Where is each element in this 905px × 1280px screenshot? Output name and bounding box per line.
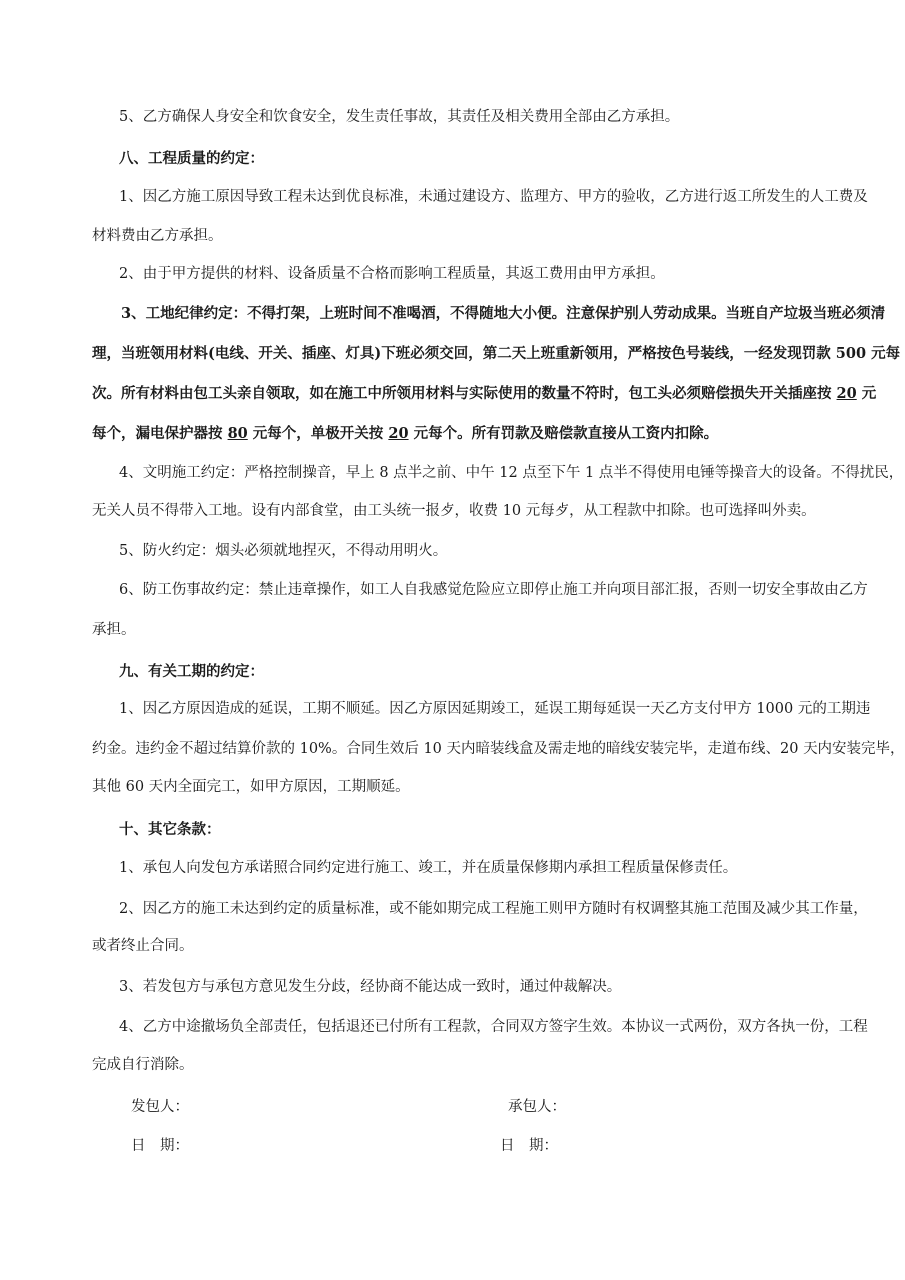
breaker-fine-amount: 80 [227, 425, 248, 442]
clause-10-3: 3、若发包方与承包方意见发生分歧，经协商不能达成一致时，通过仲裁解决。 [119, 979, 622, 995]
section-10-heading: 十、其它条款： [119, 821, 221, 838]
clause-8-4-line-2: 无关人员不得带入工地。设有内部食堂，由工头统一报歺，收费 10 元每歺，从工程款中扣除。也可选择叫外卖。 [92, 503, 816, 519]
clause-8-3-line-3-unit: 元 [856, 385, 877, 402]
clause-10-4-line-1: 4、乙方中途撤场负全部责任，包括退还已付所有工程款，合同双方签字生效。本协议一式两份，双方各执一份，工程 [119, 1019, 868, 1035]
clause-8-3-line-3-text: 次。所有材料由包工头亲自领取，如在施工中所领用材料与实际使用的数量不符时，包工头必须赔偿损失开关插座按 [92, 385, 837, 402]
clause-8-3-line-1: 3、工地纪律约定：不得打架，上班时间不准喝酒，不得随地大小便。注意保护别人劳动成果。当班自产垃圾当班必须清 [121, 305, 886, 322]
clause-8-3-line-4-text-b: 元每个，单极开关按 [247, 425, 389, 442]
socket-fine-amount: 20 [836, 385, 857, 402]
clause-safety: 5、乙方确保人身安全和饮食安全，发生责任事故，其责任及相关费用全部由乙方承担。 [119, 109, 680, 125]
employer-date-label: 日 期： [131, 1138, 189, 1154]
clause-8-1-line-1: 1、因乙方施工原因导致工程未达到优良标准，未通过建设方、监理方、甲方的验收，乙方进行返工所发生的人工费及 [119, 189, 868, 205]
clause-8-5: 5、防火约定：烟头必须就地捏灭，不得动用明火。 [119, 543, 448, 559]
clause-9-1-line-3: 其他 60 天内全面完工，如甲方原因，工期顺延。 [92, 779, 410, 795]
clause-8-2: 2、由于甲方提供的材料、设备质量不合格而影响工程质量，其返工费用由甲方承担。 [119, 266, 665, 282]
clause-8-3-line-4 [0, 424, 905, 444]
switch-fine-amount: 20 [388, 425, 409, 442]
clause-8-3-line-2: 理，当班领用材料(电线、开关、插座、灯具)下班必须交回，第二天上班重新领用，严格按色号装线，一经发现罚款 500 元每 [92, 345, 901, 362]
clause-8-4-line-1: 4、文明施工约定：严格控制操音，早上 8 点半之前、中午 12 点至下午 1 点半不得使用电锤等操音大的设备。不得扰民， [119, 465, 904, 481]
clause-8-3-line-3 [0, 384, 905, 404]
clause-8-3-line-4-text-a: 每个，漏电保护器按 [92, 425, 228, 442]
clause-8-1-line-2: 材料费由乙方承担。 [92, 228, 223, 244]
section-9-heading: 九、有关工期的约定： [119, 663, 264, 680]
contractor-signature-label: 承包人： [508, 1099, 566, 1115]
clause-10-2-line-1: 2、因乙方的施工未达到约定的质量标准，或不能如期完成工程施工则甲方随时有权调整其施工范围及减少其工作量， [119, 901, 868, 917]
clause-8-3-line-4-text-c: 元每个。所有罚款及赔偿款直接从工资内扣除。 [408, 425, 719, 442]
clause-9-1-line-2: 约金。违约金不超过结算价款的 10%。合同生效后 10 天内暗装线盒及需走地的暗线安装完毕，走道布线、20 天内安装完毕， [92, 741, 905, 757]
clause-8-6-line-1: 6、防工伤事故约定：禁止违章操作，如工人自我感觉危险应立即停止施工并向项目部汇报，否则一切安全事故由乙方 [119, 582, 868, 598]
clause-10-2-line-2: 或者终止合同。 [92, 938, 194, 954]
clause-8-6-line-2: 承担。 [92, 622, 136, 638]
contractor-date-label: 日 期： [500, 1138, 558, 1154]
section-8-heading: 八、工程质量的约定： [119, 150, 264, 167]
clause-10-1: 1、承包人向发包方承诺照合同约定进行施工、竣工，并在质量保修期内承担工程质量保修责任。 [119, 860, 738, 876]
clause-10-4-line-2: 完成自行消除。 [92, 1057, 194, 1073]
clause-9-1-line-1: 1、因乙方原因造成的延误，工期不顺延。因乙方原因延期竣工，延误工期每延误一天乙方支付甲方 1000 元的工期违 [119, 701, 871, 717]
employer-signature-label: 发包人： [131, 1099, 189, 1115]
